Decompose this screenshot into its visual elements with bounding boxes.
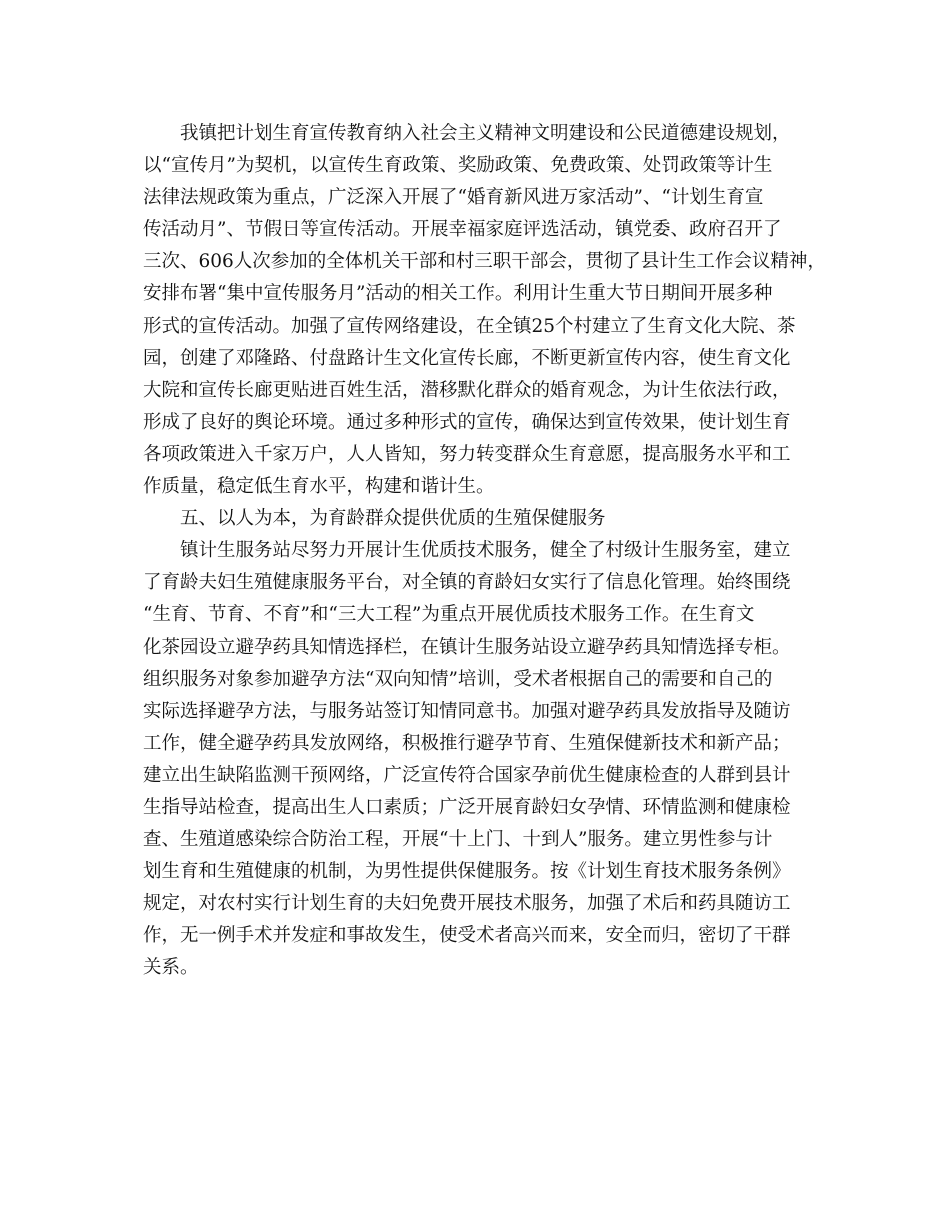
paragraph-line: 划生育和生殖健康的机制，为男性提供保健服务。按《计划生育技术服务条例》 (143, 861, 791, 883)
paragraph-line: 作质量，稳定低生育水平，构建和谐计生。 (143, 476, 495, 498)
paragraph-line: 工作，健全避孕药具发放网络，积极推行避孕节育、生殖保健新技术和新产品； (143, 732, 791, 754)
paragraph-line: 三次、606人次参加的全体机关干部和村三职干部会，贯彻了县计生工作会议精神， (143, 251, 826, 273)
document-body (143, 118, 833, 985)
paragraph-line: 形式的宣传活动。加强了宣传网络建设，在全镇25个村建立了生育文化大院、茶 (143, 315, 796, 337)
paragraph-line: 法律法规政策为重点，广泛深入开展了“婚育新风进万家活动”、“计划生育宣 (143, 187, 764, 209)
paragraph-line: 了育龄夫妇生殖健康服务平台，对全镇的育龄妇女实行了信息化管理。始终围绕 (143, 572, 791, 594)
paragraph-line: 组织服务对象参加避孕方法“双向知情”培训，受术者根据自己的需要和自己的 (143, 668, 773, 690)
paragraph-line: 生指导站检查，提高出生人口素质；广泛开展育龄妇女孕情、环情监测和健康检 (143, 796, 791, 818)
paragraph-line: 安排布署“集中宣传服务月”活动的相关工作。利用计生重大节日期间开展多种 (143, 283, 773, 305)
paragraph-line: 大院和宣传长廊更贴进百姓生活，潜移默化群众的婚育观念，为计生依法行政， (143, 379, 791, 401)
paragraph-line: 建立出生缺陷监测干预网络，广泛宣传符合国家孕前优生健康检查的人群到县计 (143, 764, 791, 786)
paragraph-line: 镇计生服务站尽努力开展计生优质技术服务，健全了村级计生服务室，建立 (180, 540, 791, 562)
paragraph-line: 以“宣传月”为契机，以宣传生育政策、奖励政策、免费政策、处罚政策等计生 (143, 155, 773, 177)
paragraph-line: 查、生殖道感染综合防治工程，开展“十上门、十到人”服务。建立男性参与计 (143, 829, 773, 851)
paragraph-line: 传活动月”、节假日等宣传活动。开展幸福家庭评选活动，镇党委、政府召开了 (143, 219, 782, 241)
paragraph-line: 实际选择避孕方法，与服务站签订知情同意书。加强对避孕药具发放指导及随访 (143, 700, 791, 722)
paragraph-line: 化茶园设立避孕药具知情选择栏，在镇计生服务站设立避孕药具知情选择专柜。 (143, 636, 791, 658)
paragraph-line: 关系。 (143, 957, 199, 979)
paragraph-line: 园，创建了邓隆路、付盘路计生文化宣传长廊，不断更新宣传内容，使生育文化 (143, 347, 791, 369)
paragraph-line: 形成了良好的舆论环境。通过多种形式的宣传，确保达到宣传效果，使计划生育 (143, 411, 791, 433)
section-heading: 五、以人为本，为育龄群众提供优质的生殖保健服务 (180, 508, 606, 530)
paragraph-line: 我镇把计划生育宣传教育纳入社会主义精神文明建设和公民道德建设规划， (180, 123, 791, 144)
paragraph-line: 规定，对农村实行计划生育的夫妇免费开展技术服务，加强了术后和药具随访工 (143, 893, 791, 915)
paragraph-line: 作，无一例手术并发症和事故发生，使受术者高兴而来，安全而归，密切了干群 (143, 925, 791, 947)
paragraph-line: 各项政策进入千家万户，人人皆知，努力转变群众生育意愿，提高服务水平和工 (143, 443, 791, 465)
paragraph-line: “生育、节育、不育”和“三大工程”为重点开展优质技术服务工作。在生育文 (143, 604, 755, 626)
